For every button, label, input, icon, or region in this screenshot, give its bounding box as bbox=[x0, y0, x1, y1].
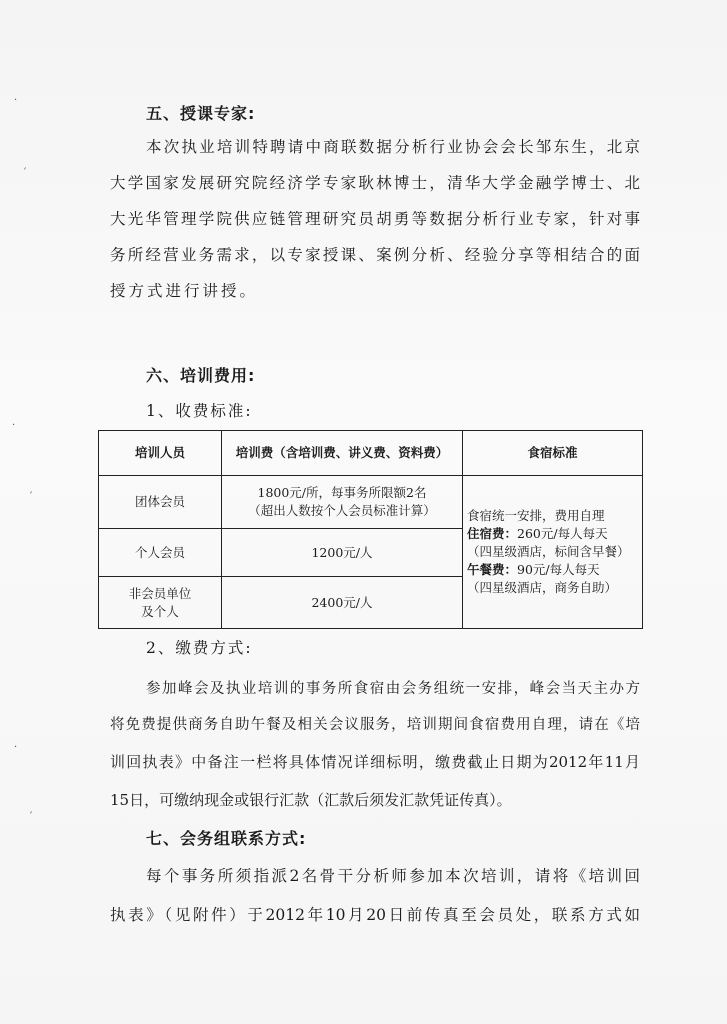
lodging-note: （四星级酒店，标间含早餐） bbox=[467, 544, 630, 559]
lunch-value: 90元/每人每天 bbox=[517, 562, 600, 577]
fee-cell: 2400元/人 bbox=[222, 577, 463, 629]
lunch-label: 午餐费： bbox=[467, 562, 518, 577]
payment-line: 训回执表》中备注一栏将具体情况详细标明，缴费截止日期为2012年11月 bbox=[110, 753, 640, 771]
lunch-line bbox=[467, 561, 638, 579]
section5-line: 授方式进行讲授。 bbox=[110, 282, 259, 300]
trainee-type-cell bbox=[99, 577, 222, 629]
lodging-label: 住宿费： bbox=[467, 526, 518, 541]
trainee-type-line: 及个人 bbox=[141, 603, 179, 619]
meal-lodging-cell bbox=[463, 476, 643, 629]
fee-text: 1800元/所，每事务所限额2名 bbox=[257, 485, 427, 500]
contact-line: 执表》（见附件）于2012年10月20日前传真至会员处，联系方式如 bbox=[110, 906, 640, 924]
scan-speck: · bbox=[12, 420, 16, 431]
section5-line: 务所经营业务需求，以专家授课、案例分析、经验分享等相结合的面 bbox=[110, 246, 640, 264]
payment-line: 将免费提供商务自助午餐及相关会议服务，培训期间食宿费用自理，请在《培 bbox=[110, 717, 640, 733]
fee-table bbox=[98, 430, 643, 629]
header-cell: 培训人员 bbox=[99, 431, 222, 476]
section5-line: 大光华管理学院供应链管理研究员胡勇等数据分析行业专家，针对事 bbox=[110, 210, 640, 228]
fee-note: （超出人数按个人会员标准计算） bbox=[248, 503, 436, 518]
trainee-type-cell: 团体会员 bbox=[99, 476, 222, 529]
payment-line: 15日，可缴纳现金或银行汇款（汇款后须发汇款凭证传真）。 bbox=[110, 791, 512, 809]
lodging-value: 260元/每人每天 bbox=[517, 526, 608, 541]
fee-cell bbox=[222, 476, 463, 529]
section7-heading: 七、会务组联系方式: bbox=[146, 829, 307, 848]
section6-heading: 六、培训费用: bbox=[146, 366, 256, 385]
contact-line: 每个事务所须指派2名骨干分析师参加本次培训，请将《培训回 bbox=[146, 867, 640, 885]
lunch-note: （四星级酒店，商务自助） bbox=[467, 580, 618, 595]
fee-table-header-row bbox=[99, 431, 643, 476]
trainee-type-cell: 个人会员 bbox=[99, 529, 222, 577]
payment-line: 参加峰会及执业培训的事务所食宿由会务组统一安排，峰会当天主办方 bbox=[146, 681, 640, 697]
header-cell: 食宿标准 bbox=[463, 431, 643, 476]
payment-method-subheading: 2、缴费方式: bbox=[146, 639, 253, 657]
table-row bbox=[99, 476, 643, 529]
scan-speck: · bbox=[14, 95, 18, 106]
scan-speck: ˊ bbox=[22, 168, 27, 179]
fee-cell: 1200元/人 bbox=[222, 529, 463, 577]
section5-line: 本次执业培训特聘请中商联数据分析行业协会会长邹东生，北京 bbox=[146, 138, 640, 156]
header-cell: 培训费（含培训费、讲义费、资料费） bbox=[222, 431, 463, 476]
lodging-line bbox=[467, 525, 638, 543]
section5-line: 大学国家发展研究院经济学专家耿林博士，清华大学金融学博士、北 bbox=[110, 174, 640, 192]
section5-heading: 五、授课专家: bbox=[146, 104, 256, 123]
scan-speck: ˊ bbox=[28, 492, 33, 503]
fee-standard-subheading: 1、收费标准: bbox=[146, 402, 253, 420]
meal-line: 食宿统一安排，费用自理 bbox=[467, 508, 605, 523]
scan-speck: ˊ bbox=[28, 812, 33, 823]
scan-speck: · bbox=[14, 742, 18, 753]
trainee-type-line: 非会员单位 bbox=[128, 585, 192, 601]
